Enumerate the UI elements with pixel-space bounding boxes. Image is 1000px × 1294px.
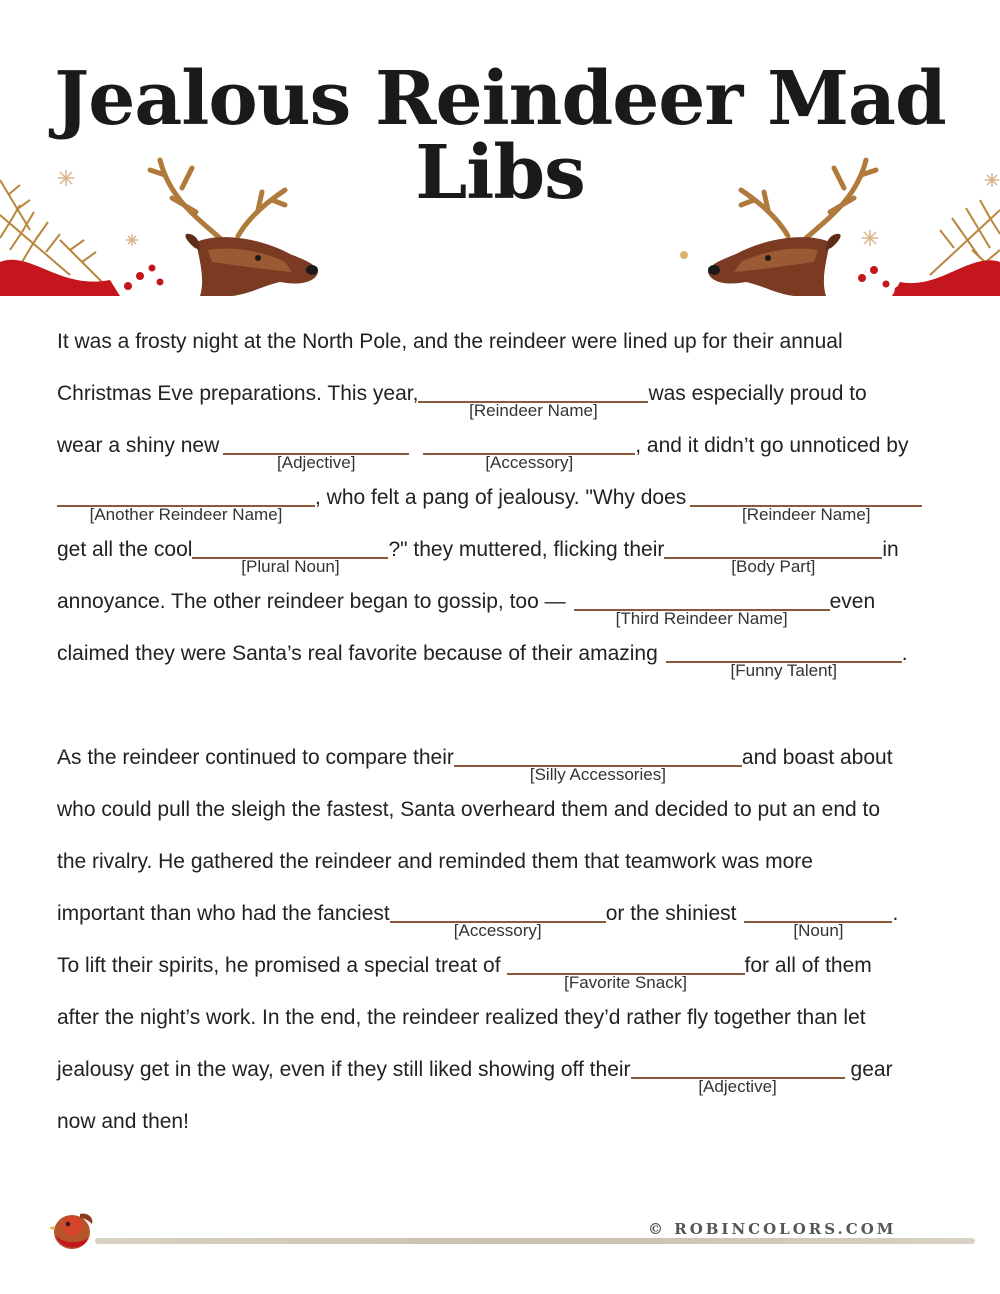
blank-hint: [Favorite Snack] <box>564 973 687 992</box>
story-text: annoyance. The other reindeer began to gossip, too — <box>57 590 566 613</box>
story-line <box>57 535 899 576</box>
story-text: for all of them <box>744 954 872 977</box>
story-text: . <box>901 642 908 665</box>
footer-divider <box>95 1238 975 1244</box>
robin-logo-icon <box>50 1206 98 1254</box>
blank-accessory[interactable] <box>390 899 606 940</box>
header-illustration <box>0 0 1000 300</box>
story-text: even <box>829 590 876 613</box>
blank-hint: [Accessory] <box>485 453 574 472</box>
blank-funny-talent[interactable] <box>666 639 902 680</box>
story-line <box>57 899 899 940</box>
story-text: now and then! <box>57 1110 189 1133</box>
story-text: get all the cool <box>57 538 193 561</box>
story-line <box>57 847 813 877</box>
story-text: It was a frosty night at the North Pole, and the reindeer were lined up for their annual <box>57 330 843 353</box>
story-line <box>57 1107 189 1137</box>
blank-hint: [Silly Accessories] <box>529 765 666 784</box>
story-text: important than who had the fanciest <box>57 902 390 925</box>
blank-hint: [Reindeer Name] <box>469 401 598 420</box>
story-text: wear a shiny new <box>57 434 220 457</box>
blank-noun[interactable] <box>744 899 892 940</box>
blank-hint: [Body Part] <box>731 557 816 576</box>
story-text: who could pull the sleigh the fastest, Santa overheard them and decided to put an end to <box>57 798 881 821</box>
story-line <box>57 587 876 628</box>
story-text: , who felt a pang of jealousy. "Why does <box>315 486 687 509</box>
blank-third-reindeer-name[interactable] <box>574 587 830 628</box>
blank-hint: [Adjective] <box>698 1077 777 1096</box>
gold-bauble-icon <box>680 251 688 259</box>
story-text: and boast about <box>741 746 893 769</box>
blank-hint: [Third Reindeer Name] <box>615 609 788 628</box>
story-line <box>57 795 880 825</box>
blank-accessory[interactable] <box>423 431 635 472</box>
story-line <box>57 431 909 472</box>
blank-reindeer-name[interactable] <box>690 483 922 524</box>
story-line <box>57 951 872 992</box>
story-line <box>57 483 922 524</box>
blank-favorite-snack[interactable] <box>507 951 745 992</box>
blank-hint: [Reindeer Name] <box>742 505 871 524</box>
blank-hint: [Plural Noun] <box>241 557 340 576</box>
blank-hint: [Adjective] <box>277 453 356 472</box>
blank-reindeer-name[interactable] <box>418 379 648 420</box>
site-credit: © ROBINCOLORS.COM <box>648 1220 897 1238</box>
story-text: . <box>892 902 899 925</box>
story-line <box>57 1003 866 1033</box>
blank-plural-noun[interactable] <box>192 535 388 576</box>
story-line <box>57 743 893 784</box>
story-line <box>57 639 908 680</box>
story-text: ?" they muttered, flicking their <box>388 538 665 561</box>
story-text: , and it didn’t go unnoticed by <box>635 434 909 457</box>
story-text: or the shiniest <box>605 902 737 925</box>
blank-hint: [Noun] <box>793 921 844 940</box>
page-title: Jealous Reindeer Mad Libs <box>54 56 946 216</box>
blank-silly-accessories[interactable] <box>454 743 742 784</box>
story-line <box>57 1055 893 1096</box>
story-text: Christmas Eve preparations. This year, <box>57 382 419 405</box>
story-line <box>57 379 867 420</box>
story-text: was especially proud to <box>648 382 867 405</box>
blank-hint: [Another Reindeer Name] <box>89 505 283 524</box>
story-text: jealousy get in the way, even if they still liked showing off their <box>57 1058 631 1081</box>
story-text: after the night’s work. In the end, the reindeer realized they’d rather fly together than let <box>57 1006 866 1029</box>
blank-adjective[interactable] <box>631 1055 845 1096</box>
story-text: As the reindeer continued to compare their <box>57 746 454 769</box>
story-text: To lift their spirits, he promised a special treat of <box>57 954 501 977</box>
right-ribbon-icon <box>892 260 1000 296</box>
story-text: in <box>882 538 899 561</box>
blank-another-reindeer-name[interactable] <box>57 483 315 524</box>
blank-hint: [Funny Talent] <box>730 661 838 680</box>
blank-hint: [Accessory] <box>453 921 542 940</box>
story-text: claimed they were Santa’s real favorite because of their amazing <box>57 642 658 665</box>
story-text: gear <box>850 1058 893 1081</box>
story-text: the rivalry. He gathered the reindeer and reminded them that teamwork was more <box>57 850 813 873</box>
story-line <box>57 327 843 357</box>
blank-adjective[interactable] <box>223 431 409 472</box>
blank-body-part[interactable] <box>664 535 882 576</box>
